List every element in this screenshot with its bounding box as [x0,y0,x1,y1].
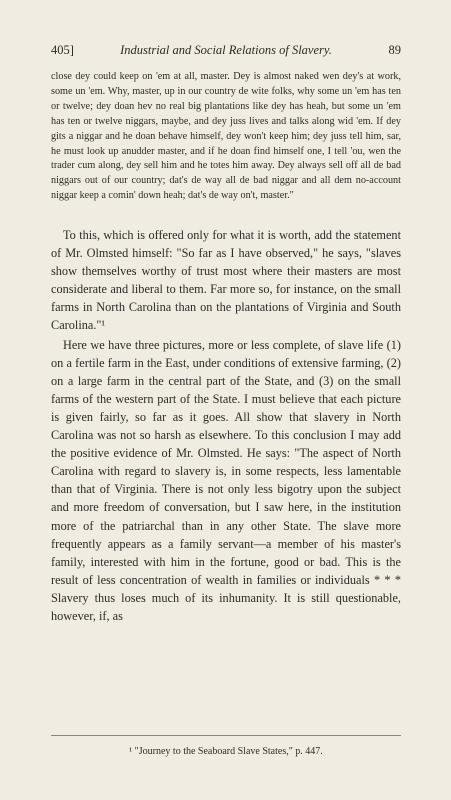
section-number: 405] [51,43,74,57]
dialect-quotation [51,70,401,204]
footnote-divider [51,735,401,736]
running-header [51,40,401,60]
body-text [51,226,401,625]
paragraph-olmsted-statement: To this, which is offered only for what it is worth, add the statement of Mr. Olmsted himself: "So far as I have observed," he says, "slaves show themselves worthy of trust most where their masters are most considerate and liberal to them. Far more so, for instance, on the small farms in North Carolina than on the plantations of Virginia and South Carolina."¹ [51,228,401,333]
running-title: Industrial and Social Relations of Slavery. [120,43,332,57]
footnote: ¹ "Journey to the Seaboard Slave States," p. 447. [129,746,323,757]
page-number: 89 [388,43,401,57]
quotation-text: close dey could keep on 'em at all, master. Dey is almost naked wen dey's at work, some un 'em. Why, master, up in our country de wite folks, why some un 'em has ten or twelve; dey doan hev no real big plantations like dey has heah, but some un 'em has ten or twelve niggars, maybe, and dey juss lives and talks along wid 'em. If dey gits a niggar and he doan behave himself, dey won't keep him; dey juss tell him, sar, he must look up anudder master, and if he doan find himself one, I tell 'ou, wen the trader cum along, dey sell him and he totes him away. Dey always sell off all de bad niggars out of our country; dat's de way all de bad niggar and all dem no-account niggar keep a comin' down heah; dat's de way on't, master." [51,71,401,202]
paragraph-three-pictures: Here we have three pictures, more or less complete, of slave life (1) on a fertile farm in the East, under conditions of extensive farming, (2) on a large farm in the central part of the State, and (3) on the small farms of the western part of the State. I must believe that each picture is given fairly, so far as it goes. All show that slavery in North Carolina was not so harsh as elsewhere. To this conclusion I may add the positive evidence of Mr. Olmsted. He says: "The aspect of North Carolina with regard to slavery is, in some respects, less lamentable than that of Virginia. There is not only less bigotry upon the subject and more freedom of conversation, but I saw here, in the institution more of the patriarchal than in any other State. The slave more frequently appears as a family servant—a member of his master's family, interested with him in the fortune, good or bad. This is the result of less concentration of wealth in families or individuals * * * Slavery thus loses much of its inhumanity. It is still questionable, however, if, as [51,337,401,623]
